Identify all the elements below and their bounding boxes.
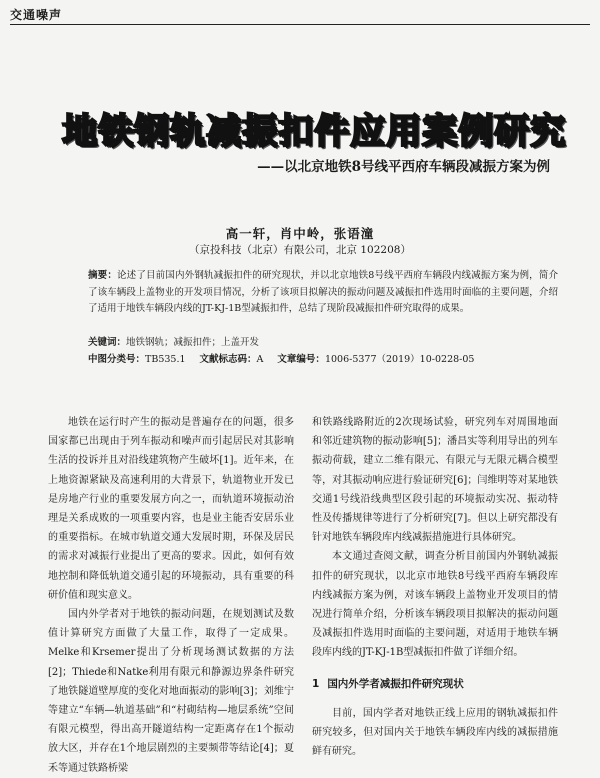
abstract bbox=[88, 268, 558, 318]
header-rule bbox=[10, 24, 590, 25]
body-paragraph: 本文通过查阅文献，调查分析目前国内外钢轨减振扣件的研究现状，以北京市地铁8号线平西府车辆段库内线减振方案为例，对该车辆段上盖物业开发项目的情况进行简单介绍，分析该车辆段项目拟解决的振动问题及减振扣件选用时面临的主要问题，对适用于地铁车辆段库内线的JT-KJ-1B型减振扣件做了详细介绍。 bbox=[312, 551, 558, 659]
section-title: 国内外学者减振扣件研究现状 bbox=[327, 677, 464, 690]
section-tag: 交通噪声 bbox=[10, 8, 63, 22]
body-paragraph: 国内外学者对于地铁的振动问题，在规划测试及数值计算研究方面做了大量工作，取得了一定成果。Melke和Krsemer提出了分析现场测试数据的方法[2]；Thiede和Natke利用有限元和静源边界条件研究了地铁隧道壁厚度的变化对地面振动的影响[3]；刘维宁等建立“车辆—轨道基础”和“村砌结构—地层系统”空间有限元模型，得出高开隧道结构一定距离存在1个振动放大区，并存在1个地层剧烈的主要频带等结论[4]；夏禾等通过铁路桥梁 bbox=[48, 609, 294, 774]
article-no-label: 文章编号： bbox=[277, 354, 325, 365]
keywords bbox=[88, 334, 259, 348]
article-no-value: 1006-5377（2019）10-0228-05 bbox=[324, 354, 475, 365]
abstract-label: 摘要： bbox=[88, 270, 117, 281]
body-paragraph: 和铁路线路附近的2次现场试验，研究列车对周围地面和邻近建筑物的振动影响[5]；潘昌实等利用导出的列车振动荷载，建立二维有限元、有限元与无限元耦合模型等，对其振动响应进行验证研究[6]；闫维明等对某地铁交通1号线沿线典型区段引起的环境振动实况、振动特性及传播规律等进行了分析研究[7]。但以上研究都没有针对地铁车辆段库内线减振措施进行具体研究。 bbox=[312, 417, 558, 544]
section-number: 1 bbox=[312, 677, 320, 690]
doc-code-label: 文献标志码： bbox=[199, 354, 257, 365]
body-paragraph: 地铁在运行时产生的振动是普遍存在的问题，很多国家都已出现由于列车振动和噪声而引起居民对其影响生活的投诉并且对沿线建筑物产生破坏[1]。近年来，在上地资源紧缺及高速利用的大背景下，轨道物业开发已是房地产行业的重要发展方向之一，而轨道环境振动治理是关系成败的一项重要内容，也是业主能否安居乐业的重要指标。在城市轨道交通大发展时期，环保及居民的需求对减振行业提出了更高的要求。因此，如何有效地控制和降低轨道交通引起的环境振动，具有重要的科研价值和现实意义。 bbox=[48, 417, 294, 601]
classification-line bbox=[88, 351, 558, 365]
clc-value: TB535.1 bbox=[145, 354, 186, 365]
body-paragraph: 目前，国内学者对地铁正线上应用的钢轨减振扣件研究较多，但对国内关于地铁车辆段库内线的减振措施鲜有研究。 bbox=[312, 707, 558, 758]
clc-label: 中图分类号： bbox=[88, 354, 146, 365]
doc-code-value: A bbox=[256, 354, 264, 365]
author-list: 高一轩，肖中岭，张语潼 bbox=[225, 226, 375, 241]
section-heading bbox=[312, 675, 558, 694]
author-affiliation: （京投科技（北京）有限公司，北京 102208） bbox=[189, 244, 411, 256]
body-column-left bbox=[48, 413, 294, 778]
keywords-text: 地铁钢轨；减振扣件；上盖开发 bbox=[126, 337, 260, 348]
abstract-text: 论述了目前国内外钢轨减振扣件的研究现状，并以北京地铁8号线平西府车辆段内线减振方案为例，简介了该车辆段上盖物业的开发项目情况，分析了该项目拟解决的振动问题及减振扣件选用时面临的主要问题，介绍了适用于地铁车辆段内线的JT-KJ-1B型减振扣件，总结了现阶段减振扣件研究取得的成果。 bbox=[88, 270, 558, 314]
article-subtitle: ——以北京地铁8号线平西府车辆段减振方案为例 bbox=[257, 159, 550, 175]
article-title: 地铁钢轨减振扣件应用案例研究 bbox=[62, 112, 567, 152]
body-column-right bbox=[312, 413, 558, 761]
keywords-label: 关键词： bbox=[88, 337, 127, 348]
